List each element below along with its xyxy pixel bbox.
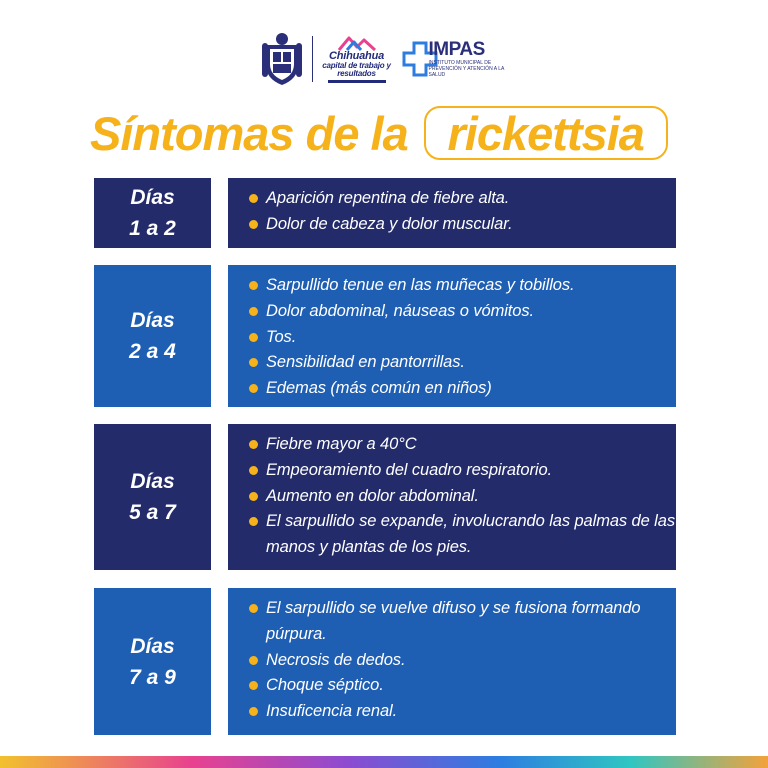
title-highlight-box (424, 106, 668, 160)
stage-days-box (94, 178, 211, 248)
stage-days-range: 1 a 2 (129, 217, 176, 240)
municipal-coat-of-arms-icon (260, 31, 304, 87)
impas-logo (401, 40, 509, 78)
symptom-item: Aparición repentina de fiebre alta. (246, 186, 676, 212)
symptom-item: El sarpullido se expande, involucrando las palmas de las manos y plantas de los pies. (246, 509, 676, 561)
symptom-item: Sensibilidad en pantorrillas. (246, 350, 676, 376)
symptom-item: Aumento en dolor abdominal. (246, 484, 676, 510)
symptom-list (246, 186, 676, 238)
bottom-rainbow-bar (0, 756, 768, 768)
stage-days-range: 7 a 9 (129, 665, 176, 689)
stage-days-range: 2 a 4 (129, 340, 176, 363)
stage-days-label: Días (130, 309, 175, 332)
symptom-item: Dolor de cabeza y dolor muscular. (246, 212, 676, 238)
stage-symptoms-box (228, 424, 676, 570)
stage-symptoms-box (228, 178, 676, 248)
symptom-item: Empeoramiento del cuadro respiratorio. (246, 458, 676, 484)
stage-days-box (94, 265, 211, 407)
symptom-item: Tos. (246, 325, 676, 351)
stage-symptoms-box (228, 588, 676, 735)
title-main: Síntomas de la (90, 106, 408, 160)
stage-days-range: 5 a 7 (129, 501, 176, 524)
symptom-list (246, 596, 676, 725)
symptom-item: Insuficencia renal. (246, 699, 676, 725)
impas-subtitle: INSTITUTO MUNICIPAL DE PREVENCIÓN Y ATENCIÓN A LA SALUD (428, 60, 505, 78)
symptom-list (246, 432, 676, 561)
stage-days-box (94, 424, 211, 570)
stage-days-label: Días (130, 470, 175, 493)
stage-days-label: Días (130, 634, 175, 658)
logo-divider (312, 36, 313, 82)
symptom-item: Edemas (más común en niños) (246, 376, 676, 402)
symptom-item: Dolor abdominal, náuseas o vómitos. (246, 299, 676, 325)
chihuahua-wordmark: Chihuahua (328, 50, 385, 62)
chihuahua-strip (328, 80, 386, 83)
symptom-item: Fiebre mayor a 40°C (246, 432, 676, 458)
symptom-item: El sarpullido se vuelve difuso y se fusiona formando púrpura. (246, 596, 676, 648)
chihuahua-tagline: capital de trabajo y resultados (322, 61, 391, 78)
impas-wordmark: IMPAS (428, 39, 485, 60)
stage-row-4 (94, 588, 676, 735)
chihuahua-logo (321, 35, 393, 83)
stage-days-box (94, 588, 211, 735)
page-title (90, 100, 678, 166)
symptom-item: Sarpullido tenue en las muñecas y tobillos. (246, 273, 676, 299)
symptom-item: Necrosis de dedos. (246, 648, 676, 674)
stage-days-label: Días (130, 186, 175, 209)
symptom-list (246, 273, 676, 402)
stage-row-2 (94, 265, 676, 407)
stage-symptoms-box (228, 265, 676, 407)
stage-row-3 (94, 424, 676, 570)
mountain-logo-icon (337, 35, 377, 51)
title-highlight: rickettsia (447, 106, 644, 160)
header-logos (0, 28, 768, 90)
symptom-item: Choque séptico. (246, 673, 676, 699)
stage-row-1 (94, 178, 676, 248)
